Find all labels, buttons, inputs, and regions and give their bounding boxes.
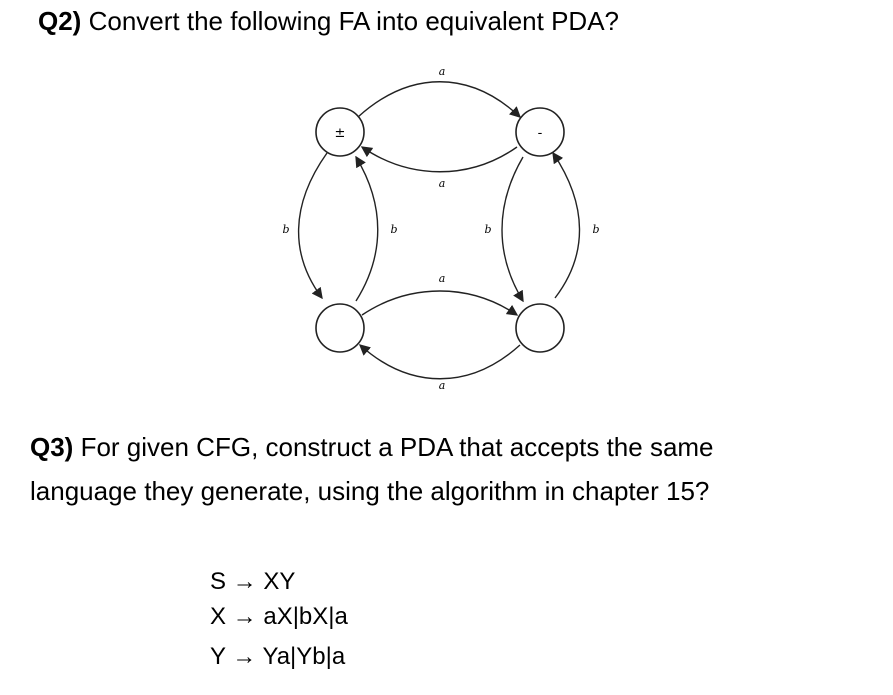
question-3-line-1 bbox=[30, 434, 714, 460]
label-left-outer: b bbox=[282, 223, 290, 236]
fa-diagram bbox=[270, 55, 610, 405]
grammar-rule-x: X → aX|bX|a bbox=[210, 603, 348, 630]
grammar-rule-s: S → XY bbox=[210, 568, 296, 595]
label-right-outer: b bbox=[592, 223, 600, 236]
state-bottom-right bbox=[516, 304, 564, 352]
grammar-rule-y: Y → Ya|Yb|a bbox=[210, 643, 346, 670]
question-2 bbox=[38, 8, 619, 34]
label-bottom-outer: a bbox=[438, 379, 446, 392]
question-2-text: Convert the following FA into equivalent PDA? bbox=[88, 6, 620, 36]
edge-bottom-outer bbox=[360, 345, 520, 379]
label-right-inner: b bbox=[484, 223, 492, 236]
question-3-text-1: For given CFG, construct a PDA that accepts the same bbox=[80, 432, 714, 462]
label-top-outer: a bbox=[438, 65, 446, 78]
label-left-inner: b bbox=[390, 223, 398, 236]
state-top-left-mark: ± bbox=[334, 126, 346, 141]
edge-top-inner bbox=[362, 147, 517, 172]
edge-right-inner bbox=[502, 157, 523, 301]
edge-top-outer bbox=[358, 82, 520, 117]
state-top-right-mark: - bbox=[537, 126, 543, 141]
edge-left-outer bbox=[299, 153, 327, 298]
edge-bottom-inner bbox=[362, 291, 517, 315]
edge-right-outer bbox=[553, 153, 580, 298]
state-bottom-left bbox=[316, 304, 364, 352]
question-3-number: Q3) bbox=[30, 432, 74, 462]
label-bottom-inner: a bbox=[438, 272, 446, 285]
question-3-line-2: language they generate, using the algorithm in chapter 15? bbox=[30, 476, 710, 506]
edge-left-inner bbox=[356, 157, 378, 301]
question-2-number: Q2) bbox=[38, 6, 82, 36]
label-top-inner: a bbox=[438, 177, 446, 190]
